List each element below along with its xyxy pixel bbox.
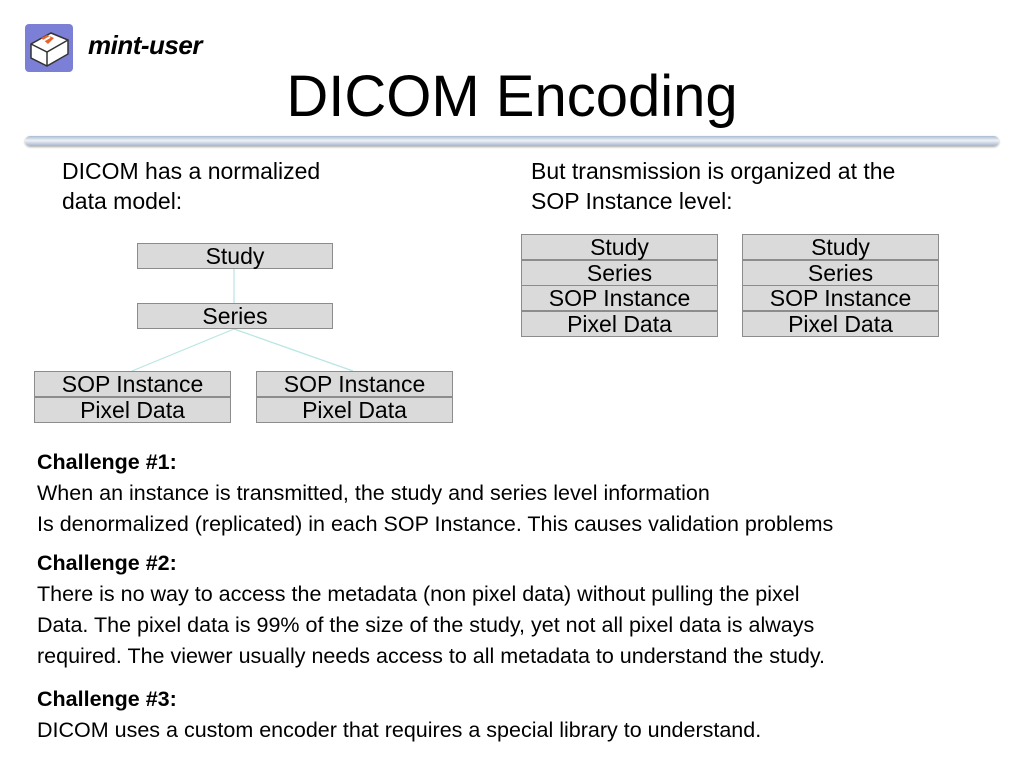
right-intro-line: But transmission is organized at the xyxy=(531,158,896,184)
sop-instance-box: SOP Instance xyxy=(34,371,231,397)
instance-stack xyxy=(34,371,231,423)
study-cell: Study xyxy=(742,234,939,260)
series-box: Series xyxy=(137,303,333,329)
challenge-heading: Challenge #2: xyxy=(37,551,177,575)
transmission-stack xyxy=(742,234,939,337)
study-box: Study xyxy=(137,243,333,269)
sop-instance-box: SOP Instance xyxy=(256,371,453,397)
left-intro-line: DICOM has a normalized xyxy=(62,158,321,184)
sop-instance-cell: SOP Instance xyxy=(742,285,939,311)
transmission-stack xyxy=(521,234,718,337)
challenge-text: Is denormalized (replicated) in each SOP Instance. This causes validation problems xyxy=(37,512,834,536)
challenge-2 xyxy=(37,548,1007,672)
instance-stack xyxy=(256,371,453,423)
sop-instance-cell: SOP Instance xyxy=(521,285,718,311)
page-title: DICOM Encoding xyxy=(286,64,738,129)
challenge-text: DICOM uses a custom encoder that requires a special library to understand. xyxy=(37,718,762,742)
pixel-data-cell: Pixel Data xyxy=(521,311,718,337)
series-instance-connector xyxy=(234,329,353,371)
pixel-data-box: Pixel Data xyxy=(34,397,231,423)
study-cell: Study xyxy=(521,234,718,260)
challenge-1 xyxy=(37,447,1007,540)
series-instance-connector xyxy=(132,329,234,371)
series-cell: Series xyxy=(742,260,939,286)
challenge-text: There is no way to access the metadata (non pixel data) without pulling the pixel xyxy=(37,582,800,606)
pixel-data-box: Pixel Data xyxy=(256,397,453,423)
pixel-data-cell: Pixel Data xyxy=(742,311,939,337)
logo-text: mint-user xyxy=(88,30,202,60)
right-intro-line: SOP Instance level: xyxy=(531,188,733,214)
challenge-3 xyxy=(37,684,1007,746)
challenge-heading: Challenge #3: xyxy=(37,687,177,711)
challenge-heading: Challenge #1: xyxy=(37,450,177,474)
challenge-text: required. The viewer usually needs access to all metadata to understand the study. xyxy=(37,644,825,668)
left-intro-line: data model: xyxy=(62,188,183,214)
challenge-text: Data. The pixel data is 99% of the size of the study, yet not all pixel data is always xyxy=(37,613,815,637)
challenge-text: When an instance is transmitted, the study and series level information xyxy=(37,481,710,505)
series-cell: Series xyxy=(521,260,718,286)
